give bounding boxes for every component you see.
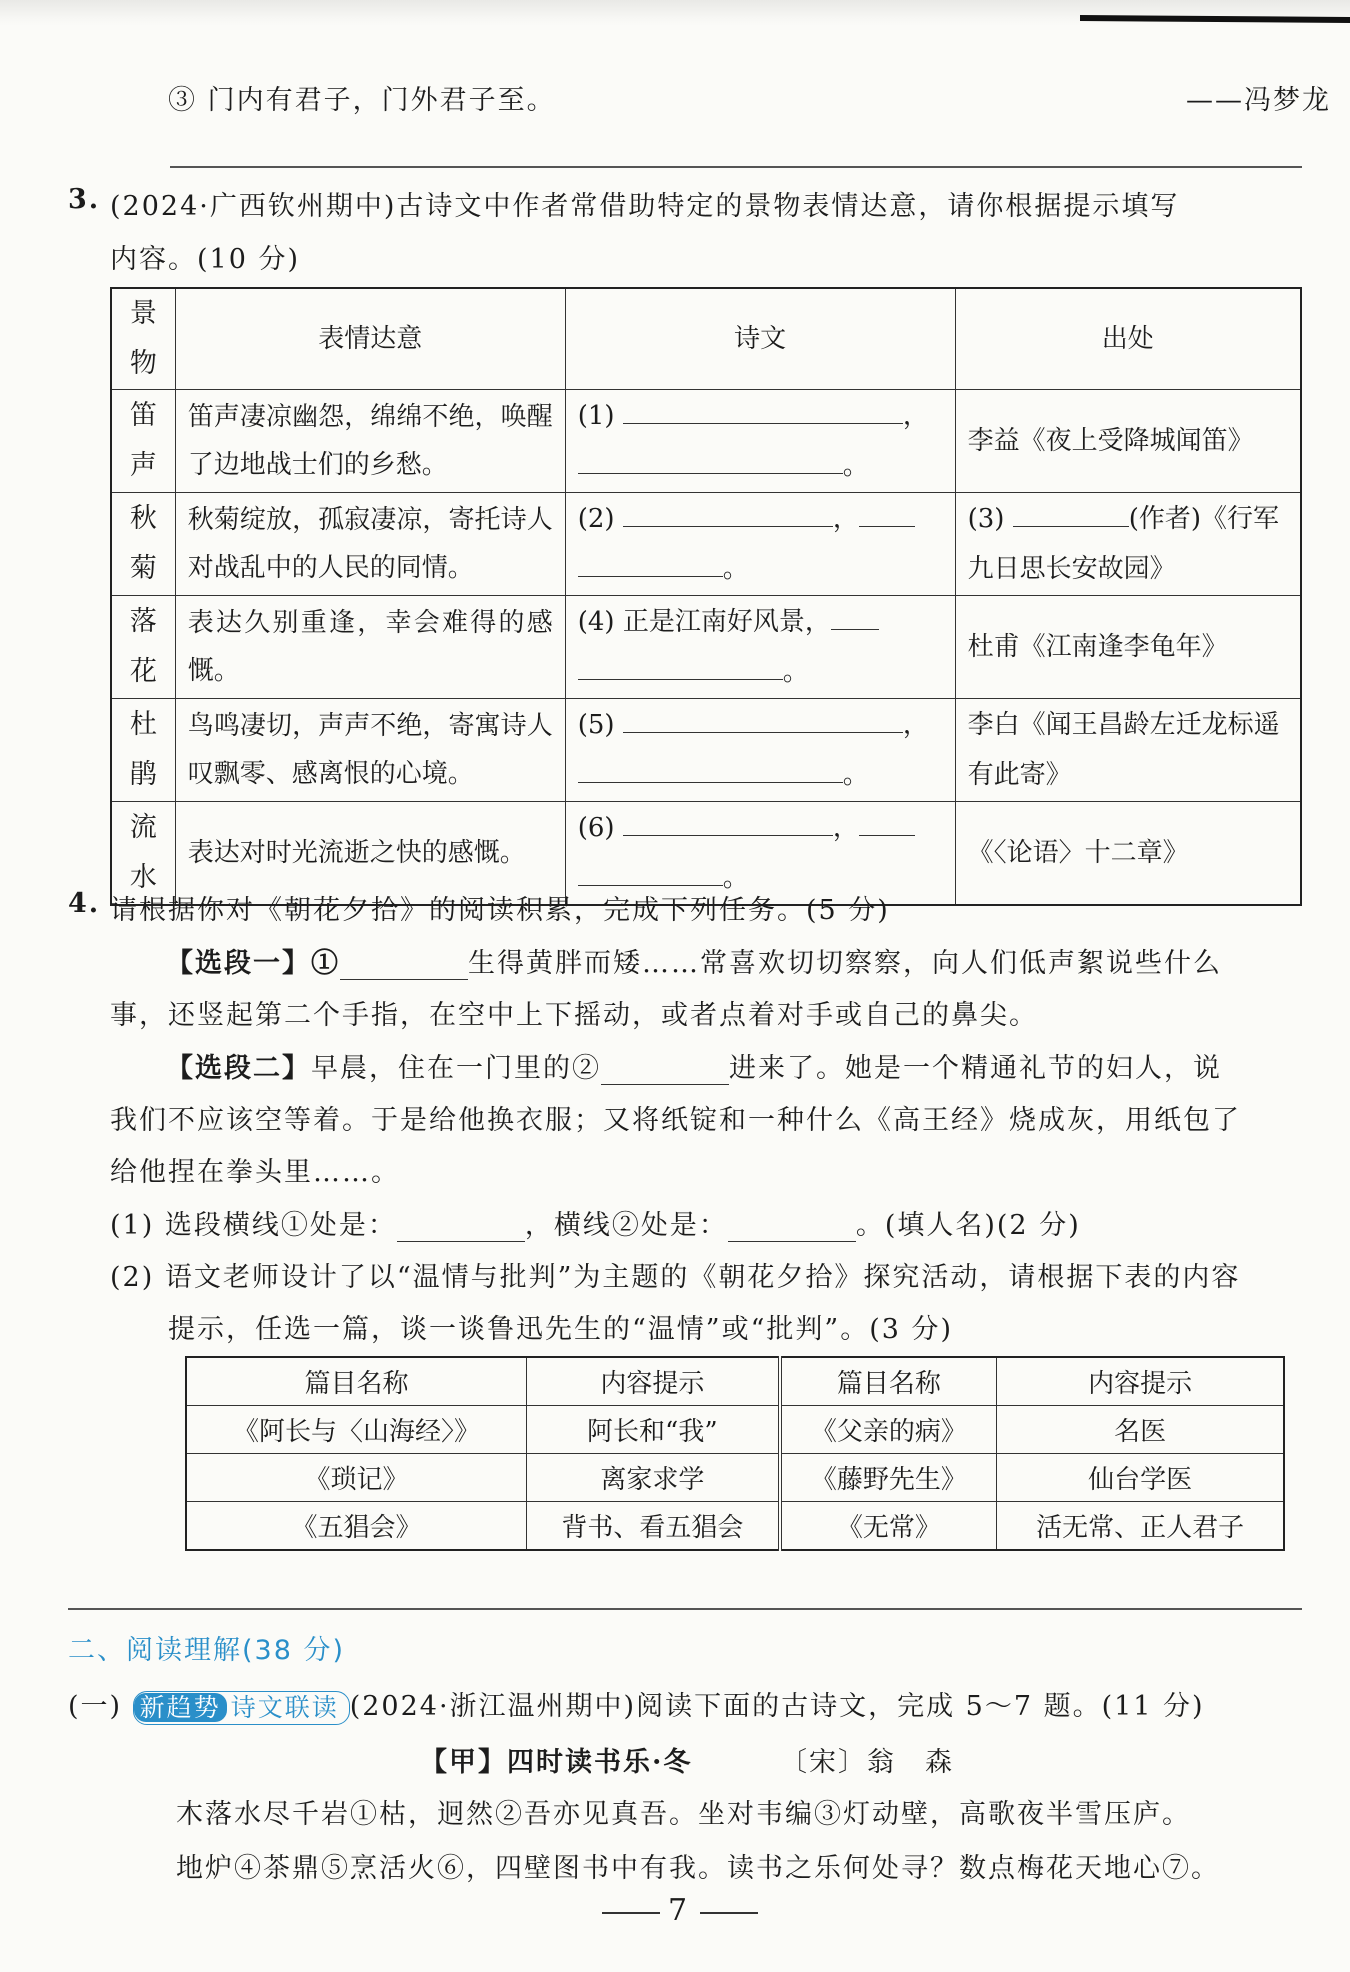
section2-title: 二、阅读理解 xyxy=(68,1635,242,1666)
poem-number: (2) xyxy=(577,504,615,534)
punct: ， xyxy=(902,401,929,431)
answer-blank[interactable] xyxy=(859,811,915,836)
answer-blank[interactable] xyxy=(623,708,903,733)
section-divider xyxy=(68,1608,1302,1610)
q4-text: 请根据你对《朝花夕拾》的阅读积累，完成下列任务。(5 分) xyxy=(110,895,890,926)
poem-cell xyxy=(565,596,955,699)
source-cell: 李益《夜上受降城闻笛》 xyxy=(955,390,1301,493)
emotion-cell: 笛声凄凉幽怨，绵绵不绝，唤醒了边地战士们的乡愁。 xyxy=(175,390,565,493)
emotion-cell: 秋菊绽放，孤寂凄凉，寄托诗人对战乱中的人民的同情。 xyxy=(175,493,565,596)
page-number: 7 xyxy=(668,1893,688,1928)
section2-score: (38 分) xyxy=(242,1635,346,1666)
poem-line-2: 地炉④茶鼎⑤烹活火⑥，四壁图书中有我。读书之乐何处寻？数点梅花天地心⑦。 xyxy=(176,1853,1220,1884)
badge-poem-link: 诗文联读 xyxy=(230,1692,339,1722)
table-cell: 活无常、正人君子 xyxy=(997,1502,1284,1551)
table-cell: 《父亲的病》 xyxy=(780,1406,997,1454)
scan-top-shadow xyxy=(0,0,1350,26)
poem-number: (4) xyxy=(577,607,615,637)
source-cell: 《〈论语〉十二章》 xyxy=(955,802,1301,906)
source-text: (作者)《行军九日思长安故园》 xyxy=(967,504,1280,584)
table-cell: 阿长和“我” xyxy=(527,1406,780,1454)
excerpt2-label: 【选段二】 xyxy=(166,1053,311,1084)
table-row xyxy=(186,1406,1284,1454)
scene-cell: 流水 xyxy=(111,802,175,906)
emotion-cell: 表达对时光流逝之快的感慨。 xyxy=(175,802,565,906)
q4-sub2-line2: 提示，任选一篇，谈一谈鲁迅先生的“温情”或“批判”。(3 分) xyxy=(168,1314,954,1345)
part1-text: (2024·浙江温州期中)阅读下面的古诗文，完成 5～7 题。(11 分) xyxy=(349,1691,1205,1722)
answer-blank[interactable] xyxy=(578,861,723,886)
col-header-poem: 诗文 xyxy=(565,288,955,390)
sub1-text: (1) 选段横线①处是： xyxy=(110,1210,397,1241)
excerpt1-label: 【选段一】① xyxy=(166,948,340,979)
table-row xyxy=(111,699,1301,802)
poem-author: 〔宋〕翁 森 xyxy=(780,1747,954,1778)
source-number: (3) xyxy=(967,504,1005,534)
poem-title: 【甲】四时读书乐·冬 xyxy=(420,1747,693,1778)
scene-cell: 杜鹃 xyxy=(111,699,175,802)
answer-blank[interactable] xyxy=(728,1215,856,1242)
punct: 。 xyxy=(842,451,869,481)
table-row xyxy=(186,1502,1284,1551)
answer-blank[interactable] xyxy=(340,953,468,980)
emotion-cell: 表达久别重逢，幸会难得的感慨。 xyxy=(175,596,565,699)
excerpt2-line3: 给他捏在拳头里……。 xyxy=(110,1157,400,1188)
poem-number: (5) xyxy=(577,710,615,740)
excerpt2-line2: 我们不应该空等着。于是给他换衣服；又将纸锭和一种什么《高王经》烧成灰，用纸包了 xyxy=(110,1105,1241,1136)
table-header-row xyxy=(111,288,1301,390)
q4-sub2-line1: (2) 语文老师设计了以“温情与批判”为主题的《朝花夕拾》探究活动，请根据下表的内容 xyxy=(110,1262,1241,1293)
source-cell: 李白《闻王昌龄左迁龙标遥有此寄》 xyxy=(955,699,1301,802)
trend-badge xyxy=(133,1691,350,1725)
col-header-scene: 景物 xyxy=(111,288,175,390)
answer-blank[interactable] xyxy=(397,1215,525,1242)
col-header-emotion: 表情达意 xyxy=(175,288,565,390)
q3-text-line1: (2024·广西钦州期中)古诗文中作者常借助特定的景物表情达意，请你根据提示填写 xyxy=(110,191,1180,222)
scene-cell: 笛声 xyxy=(111,390,175,493)
badge-new-trend: 新趋势 xyxy=(134,1693,227,1722)
answer-blank[interactable] xyxy=(601,1058,729,1085)
col-header: 内容提示 xyxy=(527,1357,780,1406)
punct: 。 xyxy=(722,863,749,893)
answer-blank[interactable] xyxy=(623,502,833,527)
scene-cell: 秋菊 xyxy=(111,493,175,596)
excerpt1-line1 xyxy=(166,941,1222,980)
punct: 。 xyxy=(722,554,749,584)
quote-author: ——冯梦龙 xyxy=(1186,85,1331,116)
table-cell: 背书、看五猖会 xyxy=(527,1502,780,1551)
punct: ， xyxy=(832,504,859,534)
answer-blank[interactable] xyxy=(831,605,879,630)
table-cell: 离家求学 xyxy=(527,1454,780,1502)
table-cell: 《琐记》 xyxy=(186,1454,527,1502)
excerpt2-text: 进来了。她是一个精通礼节的妇人，说 xyxy=(729,1053,1222,1084)
author-blank[interactable] xyxy=(1013,502,1129,527)
poem-cell xyxy=(565,493,955,596)
answer-blank[interactable] xyxy=(623,811,833,836)
answer-blank[interactable] xyxy=(578,552,723,577)
poem-cell xyxy=(565,699,955,802)
poem-number: (6) xyxy=(577,813,615,843)
answer-blank[interactable] xyxy=(578,655,783,680)
part1-number: (一) xyxy=(68,1691,123,1722)
table-row xyxy=(186,1454,1284,1502)
answer-blank[interactable] xyxy=(578,449,843,474)
sub1-text: 。(填人名)(2 分) xyxy=(855,1210,1081,1241)
table-cell: 《阿长与〈山海经〉》 xyxy=(186,1406,527,1454)
table-cell: 仙台学医 xyxy=(997,1454,1284,1502)
quote-line: ③ 门内有君子，门外君子至。 xyxy=(168,85,556,116)
emotion-cell: 鸟鸣凄切，声声不绝，寄寓诗人叹飘零、感离恨的心境。 xyxy=(175,699,565,802)
col-header-source: 出处 xyxy=(955,288,1301,390)
q3-text-line2: 内容。(10 分) xyxy=(110,244,301,275)
chapter-table xyxy=(185,1356,1285,1551)
excerpt2-line1 xyxy=(166,1046,1222,1085)
poem-line-1: 木落水尽千岩①枯，迥然②吾亦见真吾。坐对韦编③灯动壁，高歌夜半雪压庐。 xyxy=(176,1799,1191,1830)
punct: ， xyxy=(902,710,929,740)
q4-number: 4. xyxy=(68,888,101,919)
part1-line xyxy=(68,1684,1205,1725)
table-cell: 名医 xyxy=(997,1406,1284,1454)
excerpt2-text: 早晨，住在一门里的② xyxy=(311,1053,601,1084)
answer-blank[interactable] xyxy=(859,502,915,527)
sub1-text: ，横线②处是： xyxy=(524,1210,728,1241)
section2-heading xyxy=(68,1628,345,1667)
source-cell xyxy=(955,493,1301,596)
poem-cell xyxy=(565,390,955,493)
divider-line xyxy=(170,166,1302,168)
table-header-row xyxy=(186,1357,1284,1406)
answer-blank[interactable] xyxy=(578,758,843,783)
page-number-rule-left xyxy=(602,1912,660,1914)
table-cell: 《藤野先生》 xyxy=(780,1454,997,1502)
table-cell: 《无常》 xyxy=(780,1502,997,1551)
poem-number: (1) xyxy=(577,401,615,431)
col-header: 篇目名称 xyxy=(186,1357,527,1406)
punct: 。 xyxy=(842,760,869,790)
col-header: 篇目名称 xyxy=(780,1357,997,1406)
q4-sub1 xyxy=(110,1203,1081,1242)
answer-blank[interactable] xyxy=(623,399,903,424)
excerpt1-line2: 事，还竖起第二个手指，在空中上下摇动，或者点着对手或自己的鼻尖。 xyxy=(110,1000,1038,1031)
scene-cell: 落花 xyxy=(111,596,175,699)
table-cell: 《五猖会》 xyxy=(186,1502,527,1551)
excerpt1-text: 生得黄胖而矮……常喜欢切切察察，向人们低声絮说些什么 xyxy=(468,948,1222,979)
scene-poem-table xyxy=(110,287,1302,906)
col-header: 内容提示 xyxy=(997,1357,1284,1406)
table-row xyxy=(111,390,1301,493)
table-row xyxy=(111,493,1301,596)
source-cell: 杜甫《江南逢李龟年》 xyxy=(955,596,1301,699)
punct: 。 xyxy=(782,657,809,687)
q3-number: 3. xyxy=(68,184,101,215)
table-row xyxy=(111,596,1301,699)
poem-given-line: 正是江南好风景， xyxy=(622,607,831,637)
page-number-rule-right xyxy=(700,1912,758,1914)
punct: ， xyxy=(832,813,859,843)
